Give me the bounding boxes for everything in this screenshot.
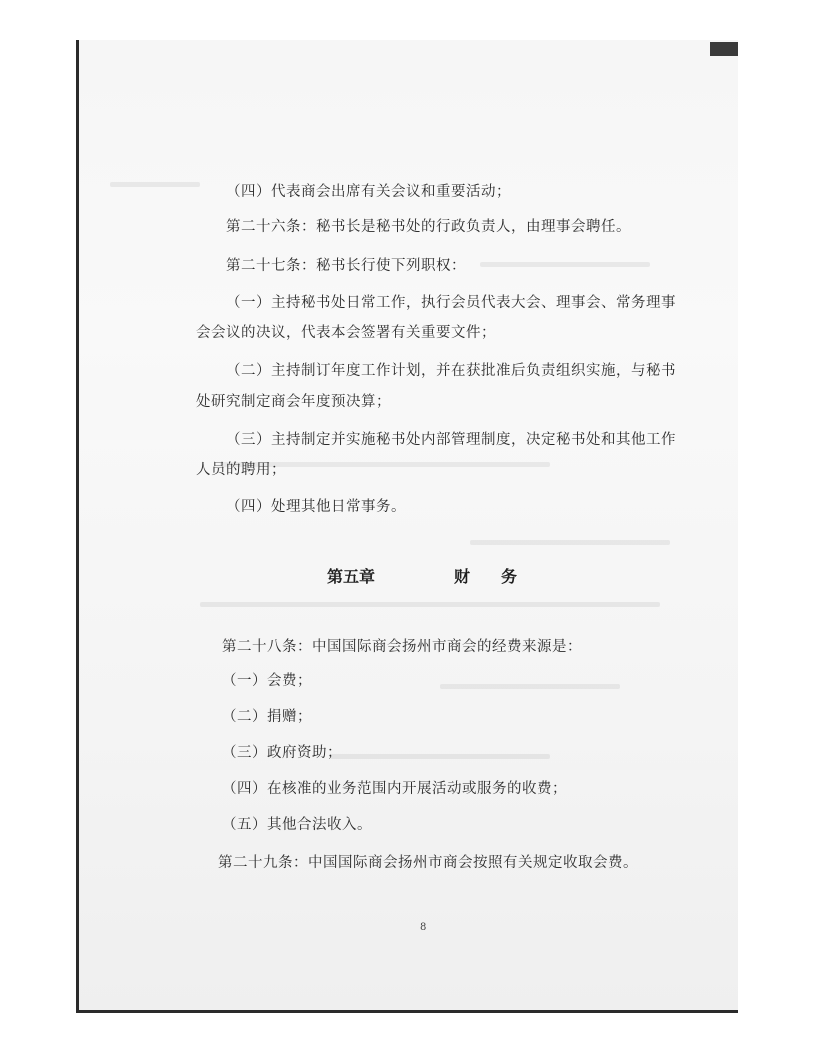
clause-line: （四）在核准的业务范围内开展活动或服务的收费； <box>222 781 567 797</box>
chapter-number: 第五章 <box>327 567 376 586</box>
clause-line: （二）主持制订年度工作计划，并在获批准后负责组织实施，与秘书 <box>226 363 676 379</box>
chapter-title-char: 财 <box>454 567 471 586</box>
paper-left-edge <box>76 40 79 1012</box>
clause-line: （四）处理其他日常事务。 <box>226 499 406 515</box>
paper-bottom-edge <box>76 1010 738 1013</box>
clause-line: （五）其他合法收入。 <box>222 817 372 833</box>
article-26: 第二十六条：秘书长是秘书处的行政负责人，由理事会聘任。 <box>226 219 631 235</box>
show-through-mark <box>440 684 620 689</box>
show-through-mark <box>200 602 660 607</box>
clause-line: （一）会费； <box>222 673 312 689</box>
article-28: 第二十八条：中国国际商会扬州市商会的经费来源是： <box>222 639 582 655</box>
clause-line: （三）政府资助； <box>222 745 342 761</box>
article-27: 第二十七条：秘书长行使下列职权： <box>226 258 466 274</box>
page-number: 8 <box>420 922 427 933</box>
article-29: 第二十九条：中国国际商会扬州市商会按照有关规定收取会费。 <box>218 855 638 871</box>
show-through-mark <box>470 540 670 545</box>
chapter-title-char: 务 <box>501 567 518 586</box>
clause-line: （三）主持制定并实施秘书处内部管理制度，决定秘书处和其他工作 <box>226 432 676 448</box>
clause-continuation: 处研究制定商会年度预决算； <box>196 394 391 410</box>
scanner-corner-mark <box>710 42 738 56</box>
clause-line: （四）代表商会出席有关会议和重要活动； <box>226 184 511 200</box>
clause-line: （一）主持秘书处日常工作，执行会员代表大会、理事会、常务理事 <box>226 295 676 311</box>
show-through-mark <box>330 754 550 759</box>
clause-line: （二）捐赠； <box>222 709 312 725</box>
show-through-mark <box>110 182 200 187</box>
show-through-mark <box>480 262 650 267</box>
clause-continuation: 人员的聘用； <box>196 462 286 478</box>
clause-continuation: 会会议的决议，代表本会签署有关重要文件； <box>196 325 496 341</box>
